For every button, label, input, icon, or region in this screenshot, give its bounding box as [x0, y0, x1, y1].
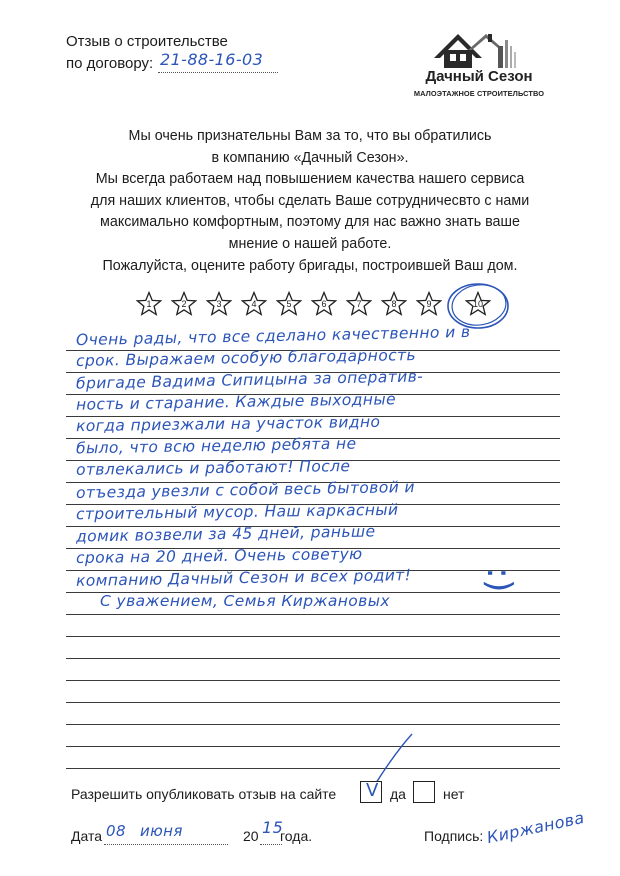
date-label: Дата — [71, 828, 103, 844]
review-line: было, что всю неделю ребята не — [75, 434, 357, 458]
year-prefix: 20 — [243, 828, 259, 844]
star-label: 10 — [472, 299, 483, 309]
star-label: 9 — [426, 299, 432, 309]
star-label: 2 — [181, 299, 187, 309]
intro-line: для наших клиентов, чтобы сделать Ваше сотрудничесвто с нами — [90, 192, 530, 209]
contract-number: 21-88-16-03 — [160, 50, 264, 69]
rating-star-2[interactable] — [171, 291, 197, 317]
ruled-line — [66, 614, 560, 615]
review-title: Отзыв о строительстве — [66, 33, 228, 50]
date-month: июня — [140, 822, 183, 840]
ruled-line — [66, 702, 560, 703]
review-line: бригаде Вадима Сипицына за оператив- — [75, 367, 424, 393]
intro-line: Пожалуйста, оцените работу бригады, построившей Ваш дом. — [102, 257, 518, 274]
ruled-line — [66, 680, 560, 681]
star-label: 4 — [251, 299, 257, 309]
intro-text — [40, 126, 580, 277]
review-line: отвлекались и работают! После — [75, 457, 351, 479]
signature: Киржанова — [485, 807, 587, 848]
rating-star-8[interactable] — [381, 291, 407, 317]
date-day: 08 — [106, 822, 126, 840]
contract-underline — [158, 71, 278, 73]
star-label: 6 — [321, 299, 327, 309]
review-signoff: С уважением, Семья Киржановых — [100, 592, 390, 610]
review-line: строительный мусор. Наш каркасный — [75, 500, 399, 524]
intro-line: в компанию «Дачный Сезон». — [211, 149, 409, 166]
ruled-line — [66, 746, 560, 747]
star-label: 5 — [286, 299, 292, 309]
logo-name: Дачный Сезон — [425, 68, 533, 85]
logo — [432, 28, 532, 70]
contract-label: по договору: — [66, 55, 154, 72]
review-line: домик возвели за 45 дней, раньше — [75, 522, 376, 546]
year-underline — [260, 843, 282, 845]
review-line: срок. Выражаем особую благодарность — [75, 346, 417, 370]
house-logo-icon — [432, 28, 532, 70]
intro-line: Мы очень признательны Вам за то, что вы обратились — [128, 128, 492, 144]
intro-line: Мы всегда работаем над повышением качества нашего сервиса — [95, 171, 525, 188]
review-line: компанию Дачный Сезон и всех родит! — [75, 566, 412, 590]
star-label: 1 — [146, 299, 152, 309]
star-label: 7 — [356, 299, 362, 309]
rating-star-9[interactable] — [416, 291, 442, 317]
rating-star-5[interactable] — [276, 291, 302, 317]
intro-line: мнение о нашей работе. — [228, 235, 392, 252]
yes-check-mark: V — [366, 780, 379, 801]
rating-star-4[interactable] — [241, 291, 267, 317]
logo-tagline: МАЛОЭТАЖНОЕ СТРОИТЕЛЬСТВО — [413, 89, 545, 98]
yes-label: да — [390, 786, 406, 802]
rating-star-1[interactable] — [136, 291, 162, 317]
rating-star-6[interactable] — [311, 291, 337, 317]
review-line: срока на 20 дней. Очень советую — [75, 545, 363, 567]
ruled-line — [66, 724, 560, 725]
intro-line: максимально комфортным, поэтому для нас важно знать ваше — [100, 214, 520, 231]
review-line: ность и старание. Каждые выходные — [75, 390, 397, 414]
no-label: нет — [443, 786, 465, 802]
date-underline — [104, 843, 228, 845]
publish-question: Разрешить опубликовать отзыв на сайте — [71, 786, 337, 802]
signature-label: Подпись: — [424, 828, 484, 844]
rating-star-3[interactable] — [206, 291, 232, 317]
publish-yes-checkbox[interactable] — [360, 781, 382, 803]
review-line: отъезда увезли с собой весь бытовой и — [75, 478, 416, 502]
publish-no-checkbox[interactable] — [413, 781, 435, 803]
rating-star-7[interactable] — [346, 291, 372, 317]
ruled-line — [66, 658, 560, 659]
star-label: 8 — [391, 299, 397, 309]
smiley: :) — [478, 567, 519, 593]
ruled-line — [66, 636, 560, 637]
year-word: года. — [280, 828, 313, 844]
ruled-line — [66, 768, 560, 769]
year-suffix: 15 — [262, 818, 284, 837]
star-label: 3 — [216, 299, 222, 309]
review-line: Очень рады, что все сделано качественно и в — [75, 322, 471, 350]
review-line: когда приезжали на участок видно — [75, 412, 381, 436]
